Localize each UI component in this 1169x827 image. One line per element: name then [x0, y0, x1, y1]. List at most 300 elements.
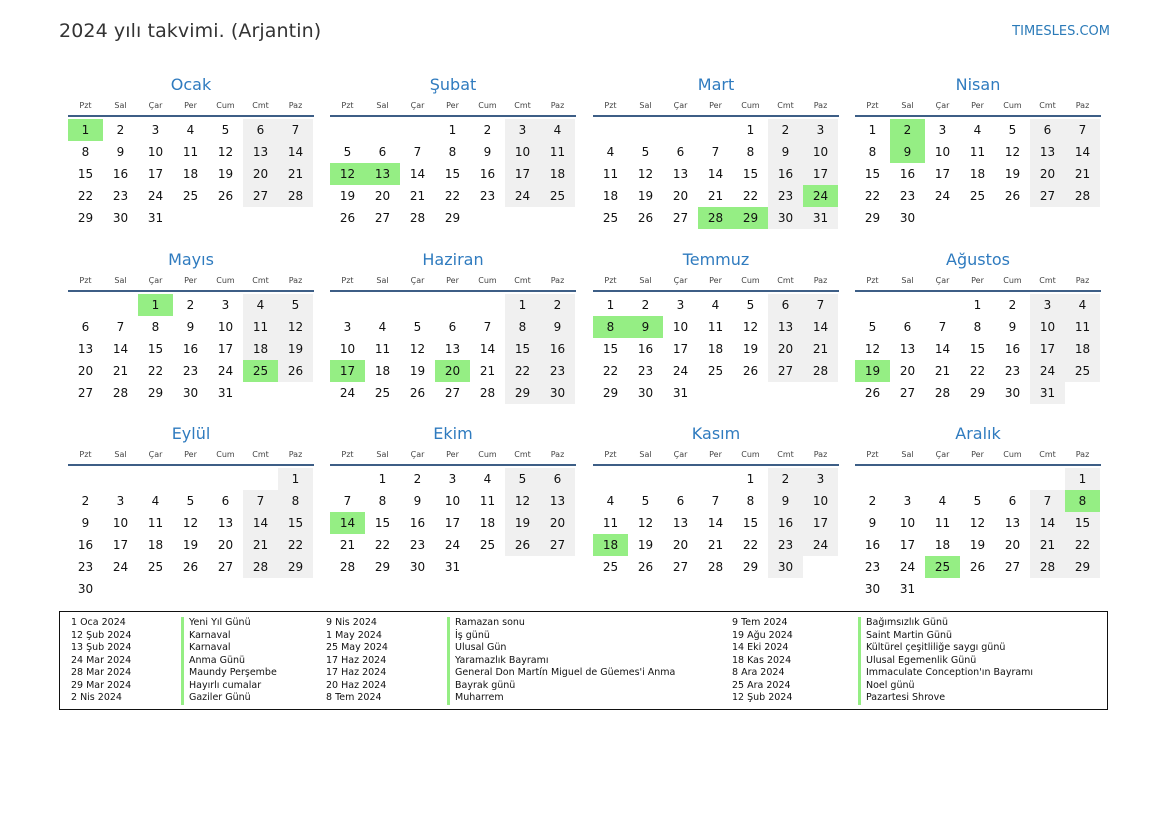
day-cell[interactable]: 1 [505, 294, 540, 316]
day-cell[interactable]: 26 [864, 386, 881, 400]
day-cell[interactable]: 12 [637, 516, 654, 530]
day-cell[interactable]: 19 [409, 364, 426, 378]
day-cell[interactable]: 1 [606, 298, 615, 312]
day-cell[interactable]: 25 [602, 560, 619, 574]
day-cell[interactable]: 10 [444, 494, 461, 508]
day-cell[interactable]: 5 [641, 145, 650, 159]
day-cell[interactable]: 15 [77, 167, 94, 181]
day-cell[interactable]: 21 [1065, 163, 1100, 185]
day-cell[interactable]: 16 [637, 342, 654, 356]
day-cell[interactable]: 18 [1065, 338, 1100, 360]
day-cell[interactable]: 24 [444, 538, 461, 552]
day-cell[interactable]: 20 [768, 338, 803, 360]
holiday-day-cell[interactable]: 8 [1065, 490, 1100, 512]
day-cell[interactable]: 18 [479, 516, 496, 530]
day-cell[interactable]: 19 [217, 167, 234, 181]
day-cell[interactable]: 21 [243, 534, 278, 556]
day-cell[interactable]: 5 [868, 320, 877, 334]
day-cell[interactable]: 5 [343, 145, 352, 159]
day-cell[interactable]: 6 [448, 320, 457, 334]
day-cell[interactable]: 29 [864, 211, 881, 225]
day-cell[interactable]: 18 [540, 163, 575, 185]
day-cell[interactable]: 3 [903, 494, 912, 508]
day-cell[interactable]: 25 [969, 189, 986, 203]
day-cell[interactable]: 26 [742, 364, 759, 378]
day-cell[interactable]: 8 [973, 320, 982, 334]
day-cell[interactable]: 25 [479, 538, 496, 552]
day-cell[interactable]: 28 [112, 386, 129, 400]
day-cell[interactable]: 11 [934, 516, 951, 530]
day-cell[interactable]: 28 [1030, 556, 1065, 578]
holiday-day-cell[interactable]: 29 [733, 207, 768, 229]
day-cell[interactable]: 13 [672, 516, 689, 530]
day-cell[interactable]: 10 [934, 145, 951, 159]
day-cell[interactable]: 19 [969, 538, 986, 552]
day-cell[interactable]: 5 [186, 494, 195, 508]
day-cell[interactable]: 23 [1004, 364, 1021, 378]
day-cell[interactable]: 18 [182, 167, 199, 181]
day-cell[interactable]: 24 [672, 364, 689, 378]
day-cell[interactable]: 13 [444, 342, 461, 356]
day-cell[interactable]: 6 [768, 294, 803, 316]
day-cell[interactable]: 27 [672, 560, 689, 574]
day-cell[interactable]: 21 [339, 538, 356, 552]
day-cell[interactable]: 12 [1004, 145, 1021, 159]
day-cell[interactable]: 14 [409, 167, 426, 181]
day-cell[interactable]: 23 [768, 534, 803, 556]
day-cell[interactable]: 15 [147, 342, 164, 356]
day-cell[interactable]: 28 [339, 560, 356, 574]
day-cell[interactable]: 31 [444, 560, 461, 574]
day-cell[interactable]: 4 [711, 298, 720, 312]
day-cell[interactable]: 26 [217, 189, 234, 203]
day-cell[interactable]: 30 [77, 582, 94, 596]
day-cell[interactable]: 9 [540, 316, 575, 338]
holiday-day-cell[interactable]: 13 [365, 163, 400, 185]
day-cell[interactable]: 27 [899, 386, 916, 400]
day-cell[interactable]: 29 [505, 382, 540, 404]
day-cell[interactable]: 24 [505, 185, 540, 207]
holiday-day-cell[interactable]: 20 [435, 360, 470, 382]
day-cell[interactable]: 22 [864, 189, 881, 203]
day-cell[interactable]: 13 [672, 167, 689, 181]
day-cell[interactable]: 9 [81, 516, 90, 530]
day-cell[interactable]: 25 [1065, 360, 1100, 382]
day-cell[interactable]: 15 [374, 516, 391, 530]
day-cell[interactable]: 11 [479, 494, 496, 508]
day-cell[interactable]: 4 [540, 119, 575, 141]
day-cell[interactable]: 25 [602, 211, 619, 225]
day-cell[interactable]: 23 [409, 538, 426, 552]
day-cell[interactable]: 12 [637, 167, 654, 181]
day-cell[interactable]: 11 [182, 145, 199, 159]
day-cell[interactable]: 16 [77, 538, 94, 552]
day-cell[interactable]: 31 [217, 386, 234, 400]
day-cell[interactable]: 26 [637, 560, 654, 574]
day-cell[interactable]: 31 [803, 207, 838, 229]
day-cell[interactable]: 18 [374, 364, 391, 378]
day-cell[interactable]: 10 [505, 141, 540, 163]
day-cell[interactable]: 30 [768, 556, 803, 578]
holiday-day-cell[interactable]: 12 [330, 163, 365, 185]
day-cell[interactable]: 9 [186, 320, 195, 334]
day-cell[interactable]: 2 [540, 294, 575, 316]
day-cell[interactable]: 22 [77, 189, 94, 203]
day-cell[interactable]: 21 [409, 189, 426, 203]
day-cell[interactable]: 7 [343, 494, 352, 508]
day-cell[interactable]: 18 [707, 342, 724, 356]
day-cell[interactable]: 13 [1004, 516, 1021, 530]
day-cell[interactable]: 22 [147, 364, 164, 378]
day-cell[interactable]: 6 [378, 145, 387, 159]
day-cell[interactable]: 28 [707, 560, 724, 574]
day-cell[interactable]: 3 [505, 119, 540, 141]
day-cell[interactable]: 18 [969, 167, 986, 181]
holiday-day-cell[interactable]: 8 [593, 316, 628, 338]
day-cell[interactable]: 13 [540, 490, 575, 512]
day-cell[interactable]: 29 [77, 211, 94, 225]
day-cell[interactable]: 3 [116, 494, 125, 508]
day-cell[interactable]: 11 [540, 141, 575, 163]
day-cell[interactable]: 20 [77, 364, 94, 378]
day-cell[interactable]: 8 [378, 494, 387, 508]
day-cell[interactable]: 30 [540, 382, 575, 404]
day-cell[interactable]: 29 [444, 211, 461, 225]
day-cell[interactable]: 8 [505, 316, 540, 338]
day-cell[interactable]: 2 [81, 494, 90, 508]
day-cell[interactable]: 17 [147, 167, 164, 181]
day-cell[interactable]: 5 [746, 298, 755, 312]
holiday-day-cell[interactable]: 19 [855, 360, 890, 382]
day-cell[interactable]: 20 [899, 364, 916, 378]
day-cell[interactable]: 2 [116, 123, 125, 137]
day-cell[interactable]: 25 [707, 364, 724, 378]
day-cell[interactable]: 18 [934, 538, 951, 552]
day-cell[interactable]: 17 [672, 342, 689, 356]
day-cell[interactable]: 4 [186, 123, 195, 137]
day-cell[interactable]: 15 [969, 342, 986, 356]
day-cell[interactable]: 28 [243, 556, 278, 578]
day-cell[interactable]: 3 [221, 298, 230, 312]
day-cell[interactable]: 18 [243, 338, 278, 360]
day-cell[interactable]: 8 [151, 320, 160, 334]
day-cell[interactable]: 28 [803, 360, 838, 382]
holiday-day-cell[interactable]: 1 [138, 294, 173, 316]
day-cell[interactable]: 17 [803, 163, 838, 185]
day-cell[interactable]: 21 [278, 163, 313, 185]
day-cell[interactable]: 14 [803, 316, 838, 338]
day-cell[interactable]: 19 [182, 538, 199, 552]
brand-link[interactable]: TIMESLES.COM [1012, 24, 1110, 39]
day-cell[interactable]: 6 [676, 145, 685, 159]
day-cell[interactable]: 14 [112, 342, 129, 356]
day-cell[interactable]: 5 [641, 494, 650, 508]
day-cell[interactable]: 13 [217, 516, 234, 530]
day-cell[interactable]: 10 [147, 145, 164, 159]
day-cell[interactable]: 15 [444, 167, 461, 181]
day-cell[interactable]: 20 [217, 538, 234, 552]
day-cell[interactable]: 26 [1004, 189, 1021, 203]
day-cell[interactable]: 30 [864, 582, 881, 596]
holiday-day-cell[interactable]: 14 [330, 512, 365, 534]
day-cell[interactable]: 15 [505, 338, 540, 360]
day-cell[interactable]: 20 [672, 189, 689, 203]
day-cell[interactable]: 6 [81, 320, 90, 334]
day-cell[interactable]: 28 [278, 185, 313, 207]
day-cell[interactable]: 11 [1065, 316, 1100, 338]
day-cell[interactable]: 26 [339, 211, 356, 225]
day-cell[interactable]: 17 [1030, 338, 1065, 360]
day-cell[interactable]: 7 [278, 119, 313, 141]
day-cell[interactable]: 27 [672, 211, 689, 225]
day-cell[interactable]: 21 [707, 538, 724, 552]
day-cell[interactable]: 27 [77, 386, 94, 400]
day-cell[interactable]: 20 [1030, 163, 1065, 185]
day-cell[interactable]: 22 [278, 534, 313, 556]
day-cell[interactable]: 19 [742, 342, 759, 356]
holiday-day-cell[interactable]: 17 [330, 360, 365, 382]
day-cell[interactable]: 24 [899, 560, 916, 574]
day-cell[interactable]: 10 [672, 320, 689, 334]
day-cell[interactable]: 2 [868, 494, 877, 508]
day-cell[interactable]: 30 [182, 386, 199, 400]
day-cell[interactable]: 31 [147, 211, 164, 225]
day-cell[interactable]: 8 [448, 145, 457, 159]
day-cell[interactable]: 6 [221, 494, 230, 508]
holiday-day-cell[interactable]: 18 [593, 534, 628, 556]
day-cell[interactable]: 26 [409, 386, 426, 400]
day-cell[interactable]: 23 [899, 189, 916, 203]
day-cell[interactable]: 1 [278, 468, 313, 490]
day-cell[interactable]: 8 [746, 145, 755, 159]
day-cell[interactable]: 10 [112, 516, 129, 530]
day-cell[interactable]: 27 [1004, 560, 1021, 574]
day-cell[interactable]: 3 [676, 298, 685, 312]
day-cell[interactable]: 1 [746, 472, 755, 486]
day-cell[interactable]: 21 [707, 189, 724, 203]
day-cell[interactable]: 23 [540, 360, 575, 382]
day-cell[interactable]: 19 [637, 538, 654, 552]
day-cell[interactable]: 24 [934, 189, 951, 203]
day-cell[interactable]: 22 [374, 538, 391, 552]
day-cell[interactable]: 3 [1030, 294, 1065, 316]
day-cell[interactable]: 16 [768, 512, 803, 534]
day-cell[interactable]: 14 [243, 512, 278, 534]
day-cell[interactable]: 16 [182, 342, 199, 356]
day-cell[interactable]: 22 [969, 364, 986, 378]
day-cell[interactable]: 16 [864, 538, 881, 552]
day-cell[interactable]: 16 [1004, 342, 1021, 356]
day-cell[interactable]: 18 [602, 189, 619, 203]
day-cell[interactable]: 24 [217, 364, 234, 378]
day-cell[interactable]: 5 [278, 294, 313, 316]
day-cell[interactable]: 6 [676, 494, 685, 508]
day-cell[interactable]: 15 [1065, 512, 1100, 534]
day-cell[interactable]: 28 [1065, 185, 1100, 207]
day-cell[interactable]: 11 [147, 516, 164, 530]
day-cell[interactable]: 14 [278, 141, 313, 163]
day-cell[interactable]: 22 [444, 189, 461, 203]
day-cell[interactable]: 2 [1008, 298, 1017, 312]
day-cell[interactable]: 13 [899, 342, 916, 356]
day-cell[interactable]: 30 [899, 211, 916, 225]
day-cell[interactable]: 3 [803, 119, 838, 141]
day-cell[interactable]: 12 [278, 316, 313, 338]
day-cell[interactable]: 29 [969, 386, 986, 400]
day-cell[interactable]: 21 [803, 338, 838, 360]
day-cell[interactable]: 4 [606, 494, 615, 508]
day-cell[interactable]: 10 [803, 490, 838, 512]
day-cell[interactable]: 31 [899, 582, 916, 596]
day-cell[interactable]: 16 [112, 167, 129, 181]
day-cell[interactable]: 11 [707, 320, 724, 334]
day-cell[interactable]: 7 [711, 145, 720, 159]
day-cell[interactable]: 11 [374, 342, 391, 356]
day-cell[interactable]: 16 [768, 163, 803, 185]
day-cell[interactable]: 15 [278, 512, 313, 534]
day-cell[interactable]: 12 [409, 342, 426, 356]
day-cell[interactable]: 1 [746, 123, 755, 137]
day-cell[interactable]: 20 [243, 163, 278, 185]
day-cell[interactable]: 2 [483, 123, 492, 137]
day-cell[interactable]: 27 [217, 560, 234, 574]
day-cell[interactable]: 17 [444, 516, 461, 530]
day-cell[interactable]: 22 [602, 364, 619, 378]
day-cell[interactable]: 27 [374, 211, 391, 225]
day-cell[interactable]: 25 [540, 185, 575, 207]
day-cell[interactable]: 10 [1030, 316, 1065, 338]
day-cell[interactable]: 30 [1004, 386, 1021, 400]
day-cell[interactable]: 13 [768, 316, 803, 338]
day-cell[interactable]: 29 [1065, 556, 1100, 578]
day-cell[interactable]: 3 [938, 123, 947, 137]
day-cell[interactable]: 6 [1008, 494, 1017, 508]
day-cell[interactable]: 12 [182, 516, 199, 530]
day-cell[interactable]: 2 [413, 472, 422, 486]
day-cell[interactable]: 30 [637, 386, 654, 400]
day-cell[interactable]: 4 [1065, 294, 1100, 316]
day-cell[interactable]: 9 [483, 145, 492, 159]
day-cell[interactable]: 23 [479, 189, 496, 203]
day-cell[interactable]: 22 [742, 538, 759, 552]
day-cell[interactable]: 20 [1004, 538, 1021, 552]
day-cell[interactable]: 29 [374, 560, 391, 574]
day-cell[interactable]: 28 [479, 386, 496, 400]
day-cell[interactable]: 13 [1030, 141, 1065, 163]
day-cell[interactable]: 4 [938, 494, 947, 508]
day-cell[interactable]: 3 [343, 320, 352, 334]
day-cell[interactable]: 19 [637, 189, 654, 203]
day-cell[interactable]: 9 [868, 516, 877, 530]
day-cell[interactable]: 14 [934, 342, 951, 356]
day-cell[interactable]: 23 [77, 560, 94, 574]
day-cell[interactable]: 1 [973, 298, 982, 312]
day-cell[interactable]: 7 [413, 145, 422, 159]
day-cell[interactable]: 30 [112, 211, 129, 225]
day-cell[interactable]: 19 [278, 338, 313, 360]
day-cell[interactable]: 7 [243, 490, 278, 512]
day-cell[interactable]: 3 [803, 468, 838, 490]
day-cell[interactable]: 7 [116, 320, 125, 334]
day-cell[interactable]: 22 [505, 360, 540, 382]
day-cell[interactable]: 29 [147, 386, 164, 400]
day-cell[interactable]: 7 [711, 494, 720, 508]
day-cell[interactable]: 6 [903, 320, 912, 334]
day-cell[interactable]: 4 [151, 494, 160, 508]
day-cell[interactable]: 16 [899, 167, 916, 181]
day-cell[interactable]: 21 [112, 364, 129, 378]
day-cell[interactable]: 9 [1008, 320, 1017, 334]
day-cell[interactable]: 9 [768, 490, 803, 512]
day-cell[interactable]: 5 [413, 320, 422, 334]
holiday-day-cell[interactable]: 28 [698, 207, 733, 229]
day-cell[interactable]: 16 [409, 516, 426, 530]
day-cell[interactable]: 6 [1030, 119, 1065, 141]
day-cell[interactable]: 5 [973, 494, 982, 508]
holiday-day-cell[interactable]: 9 [890, 141, 925, 163]
day-cell[interactable]: 22 [742, 189, 759, 203]
day-cell[interactable]: 7 [1030, 490, 1065, 512]
day-cell[interactable]: 17 [217, 342, 234, 356]
day-cell[interactable]: 29 [602, 386, 619, 400]
day-cell[interactable]: 24 [803, 534, 838, 556]
day-cell[interactable]: 11 [243, 316, 278, 338]
day-cell[interactable]: 14 [707, 516, 724, 530]
day-cell[interactable]: 10 [339, 342, 356, 356]
day-cell[interactable]: 2 [186, 298, 195, 312]
day-cell[interactable]: 4 [483, 472, 492, 486]
day-cell[interactable]: 24 [1030, 360, 1065, 382]
day-cell[interactable]: 12 [505, 490, 540, 512]
day-cell[interactable]: 28 [934, 386, 951, 400]
day-cell[interactable]: 24 [147, 189, 164, 203]
day-cell[interactable]: 11 [602, 516, 619, 530]
day-cell[interactable]: 6 [540, 468, 575, 490]
day-cell[interactable]: 31 [672, 386, 689, 400]
day-cell[interactable]: 12 [217, 145, 234, 159]
day-cell[interactable]: 7 [803, 294, 838, 316]
day-cell[interactable]: 21 [479, 364, 496, 378]
day-cell[interactable]: 2 [768, 468, 803, 490]
holiday-day-cell[interactable]: 25 [925, 556, 960, 578]
day-cell[interactable]: 31 [1030, 382, 1065, 404]
day-cell[interactable]: 24 [112, 560, 129, 574]
day-cell[interactable]: 19 [339, 189, 356, 203]
day-cell[interactable]: 13 [243, 141, 278, 163]
day-cell[interactable]: 1 [1065, 468, 1100, 490]
day-cell[interactable]: 23 [768, 185, 803, 207]
day-cell[interactable]: 17 [112, 538, 129, 552]
day-cell[interactable]: 9 [413, 494, 422, 508]
day-cell[interactable]: 12 [864, 342, 881, 356]
day-cell[interactable]: 5 [505, 468, 540, 490]
day-cell[interactable]: 11 [969, 145, 986, 159]
day-cell[interactable]: 15 [864, 167, 881, 181]
day-cell[interactable]: 4 [973, 123, 982, 137]
day-cell[interactable]: 20 [672, 538, 689, 552]
day-cell[interactable]: 9 [768, 141, 803, 163]
day-cell[interactable]: 25 [182, 189, 199, 203]
day-cell[interactable]: 8 [278, 490, 313, 512]
holiday-day-cell[interactable]: 1 [68, 119, 103, 141]
day-cell[interactable]: 9 [116, 145, 125, 159]
day-cell[interactable]: 5 [1008, 123, 1017, 137]
day-cell[interactable]: 2 [768, 119, 803, 141]
day-cell[interactable]: 3 [448, 472, 457, 486]
day-cell[interactable]: 1 [448, 123, 457, 137]
day-cell[interactable]: 17 [505, 163, 540, 185]
day-cell[interactable]: 14 [479, 342, 496, 356]
